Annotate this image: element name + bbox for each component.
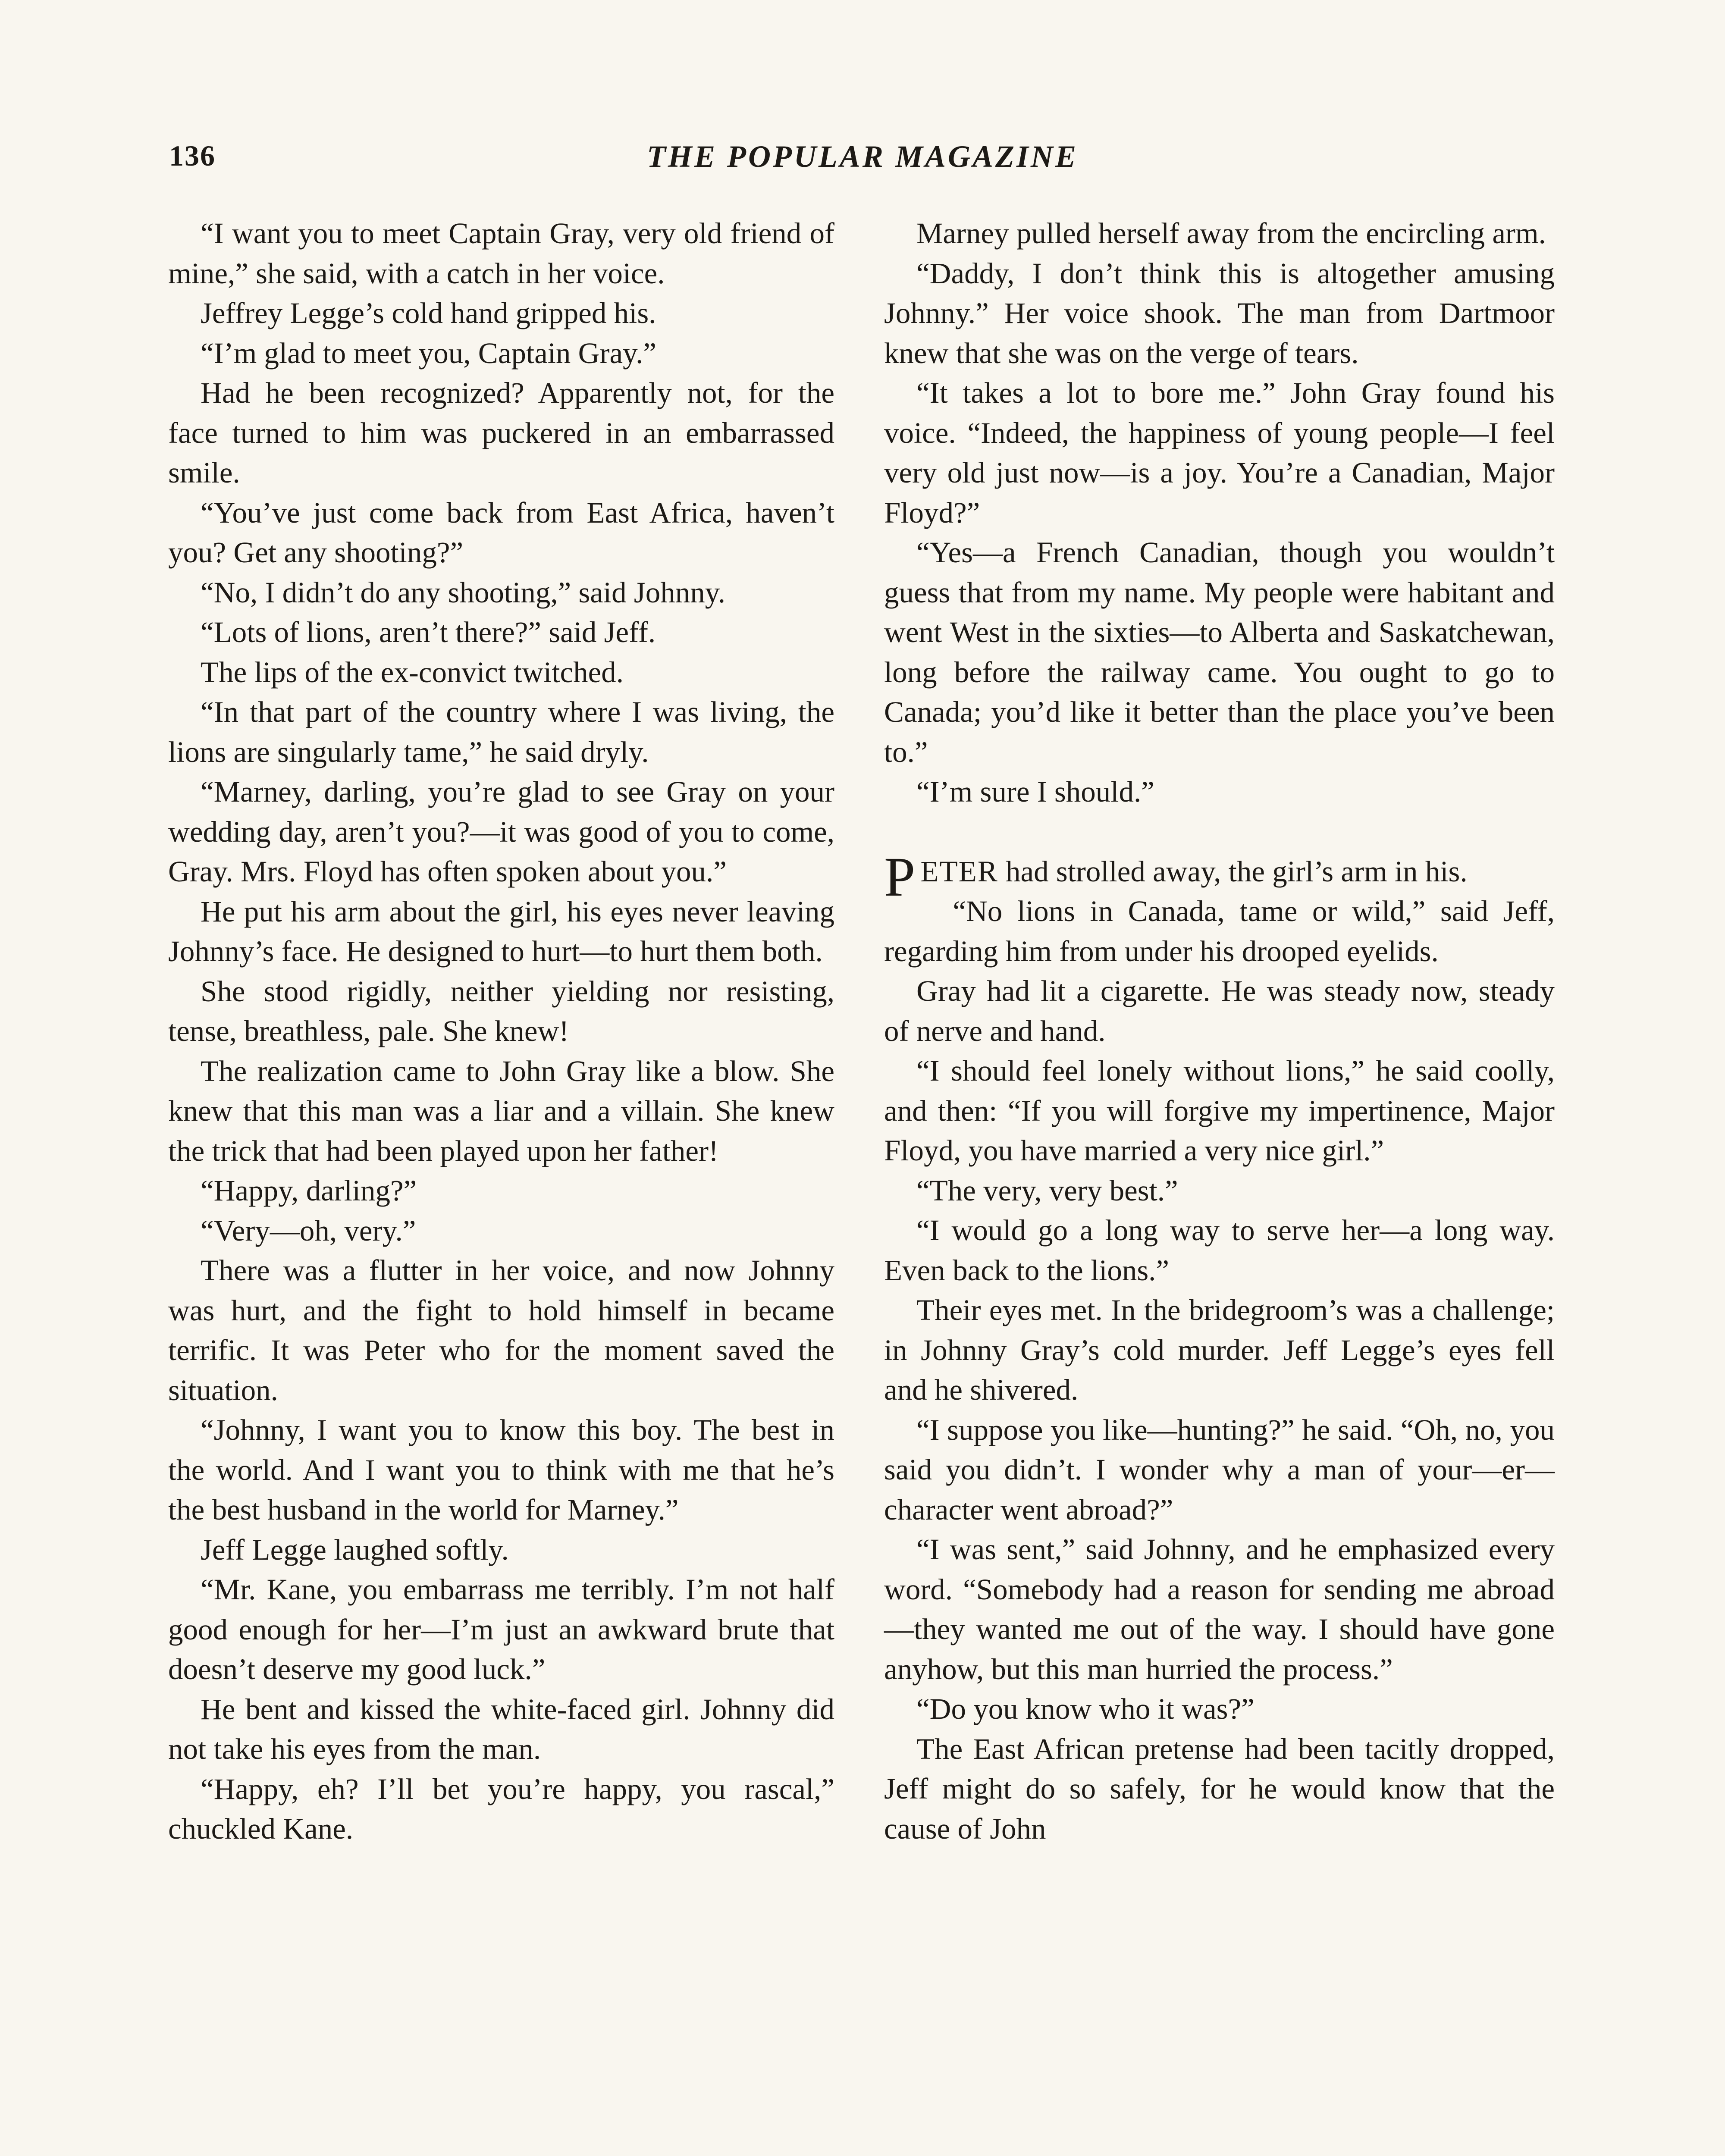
paragraph: “Yes—a French Canadian, though you wouldn’t guess that from my name. My people were habitant and went West in the sixties—to Alberta and Saskatchewan, long before the railway came. You ought to go to Canada; you’d like it better than the place you’ve been to.” [884, 536, 1555, 768]
paragraph: “The very, very best.” [916, 1174, 1178, 1207]
paragraph: “Mr. Kane, you embarrass me terribly. I’m not half good enough for her—I’m just an awkward brute that doesn’t deserve my good luck.” [168, 1573, 834, 1686]
paragraph: “Lots of lions, aren’t there?” said Jeff. [201, 616, 656, 649]
paragraph: He bent and kissed the white-faced girl. Johnny did not take his eyes from the man. [168, 1692, 834, 1765]
running-title: THE POPULAR MAGAZINE [646, 139, 1079, 174]
paragraph: Jeffrey Legge’s cold hand gripped his. [201, 297, 656, 329]
paragraph: “Do you know who it was?” [916, 1692, 1255, 1725]
paragraph: “No, I didn’t do any shooting,” said Johnny. [201, 576, 725, 609]
paragraph: “I was sent,” said Johnny, and he emphasized every word. “Somebody had a reason for sending me abroad—they wanted me out of the way. I should have gone anyhow, but this man hurried the process.” [884, 1533, 1555, 1686]
paragraph: “I’m glad to meet you, Captain Gray.” [201, 336, 657, 370]
page-number: 136 [169, 139, 216, 172]
paragraph: The realization came to John Gray like a blow. She knew that this man was a liar and a villain. She knew the trick that had been played upon her father! [168, 1054, 834, 1167]
paragraph: “I want you to meet Captain Gray, very old friend of mine,” she said, with a catch in her voice. [168, 217, 834, 290]
paragraph: “I would go a long way to serve her—a long way. Even back to the lions.” [884, 1214, 1555, 1287]
paragraph: The lips of the ex-convict twitched. [201, 655, 624, 689]
paragraph: “Happy, eh? I’ll bet you’re happy, you rascal,” chuckled Kane. [168, 1772, 834, 1845]
drop-cap-paragraph-text: had strolled away, the girl’s arm in his. [998, 855, 1468, 888]
paragraph: “You’ve just come back from East Africa, haven’t you? Get any shooting?” [168, 496, 834, 569]
paragraph: There was a flutter in her voice, and now Johnny was hurt, and the fight to hold himself in became terrific. It was Peter who for the moment saved the situation. [168, 1254, 834, 1407]
left-column [168, 213, 834, 1849]
paragraph: “It takes a lot to bore me.” John Gray found his voice. “Indeed, the happiness of young people—I feel very old just now—is a joy. You’re a Canadian, Major Floyd?” [884, 376, 1555, 529]
drop-cap-initial: P [884, 846, 916, 908]
paragraph: “I suppose you like—hunting?” he said. “Oh, no, you said you didn’t. I wonder why a man of your—er—character went abroad?” [884, 1413, 1555, 1526]
paragraph: Marney pulled herself away from the encircling arm. [916, 217, 1546, 250]
paragraph: He put his arm about the girl, his eyes never leaving Johnny’s face. He designed to hurt—to hurt them both. [168, 895, 834, 968]
paragraph: Jeff Legge laughed softly. [201, 1533, 509, 1566]
section-break [884, 812, 1555, 852]
paragraph: “In that part of the country where I was living, the lions are singularly tame,” he said dryly. [168, 696, 834, 768]
drop-cap-paragraph [884, 846, 1555, 908]
paragraph: “Happy, darling?” [201, 1174, 417, 1207]
paragraph: “Very—oh, very.” [201, 1214, 416, 1247]
paragraph: She stood rigidly, neither yielding nor resisting, tense, breathless, pale. She knew! [168, 975, 834, 1047]
paragraph: “Daddy, I don’t think this is altogether amusing Johnny.” Her voice shook. The man from Dartmoor knew that she was on the verge of tears. [884, 257, 1555, 370]
paragraph: “I should feel lonely without lions,” he said coolly, and then: “If you will forgive my impertinence, Major Floyd, you have married a very nice girl.” [884, 1054, 1555, 1167]
paragraph: “I’m sure I should.” [916, 775, 1154, 808]
paragraph: Their eyes met. In the bridegroom’s was a challenge; in Johnny Gray’s cold murder. Jeff Legge’s eyes fell and he shivered. [884, 1294, 1555, 1406]
paragraph: “Marney, darling, you’re glad to see Gray on your wedding day, aren’t you?—it was good of you to come, Gray. Mrs. Floyd has often spoken about you.” [168, 775, 834, 888]
paragraph: Gray had lit a cigarette. He was steady now, steady of nerve and hand. [884, 975, 1555, 1047]
paragraph: The East African pretense had been tacitly dropped, Jeff might do so safely, for he would know that the cause of John [884, 1732, 1555, 1845]
drop-cap-continuation: ETER [920, 855, 998, 888]
page-header [0, 139, 1725, 186]
paragraph: Had he been recognized? Apparently not, for the face turned to him was puckered in an embarrassed smile. [168, 376, 834, 489]
paragraph: “No lions in Canada, tame or wild,” said Jeff, regarding him from under his drooped eyelids. [884, 895, 1555, 968]
right-column [884, 213, 1555, 1849]
paragraph: “Johnny, I want you to know this boy. The best in the world. And I want you to think with me that he’s the best husband in the world for Marney.” [168, 1413, 834, 1526]
